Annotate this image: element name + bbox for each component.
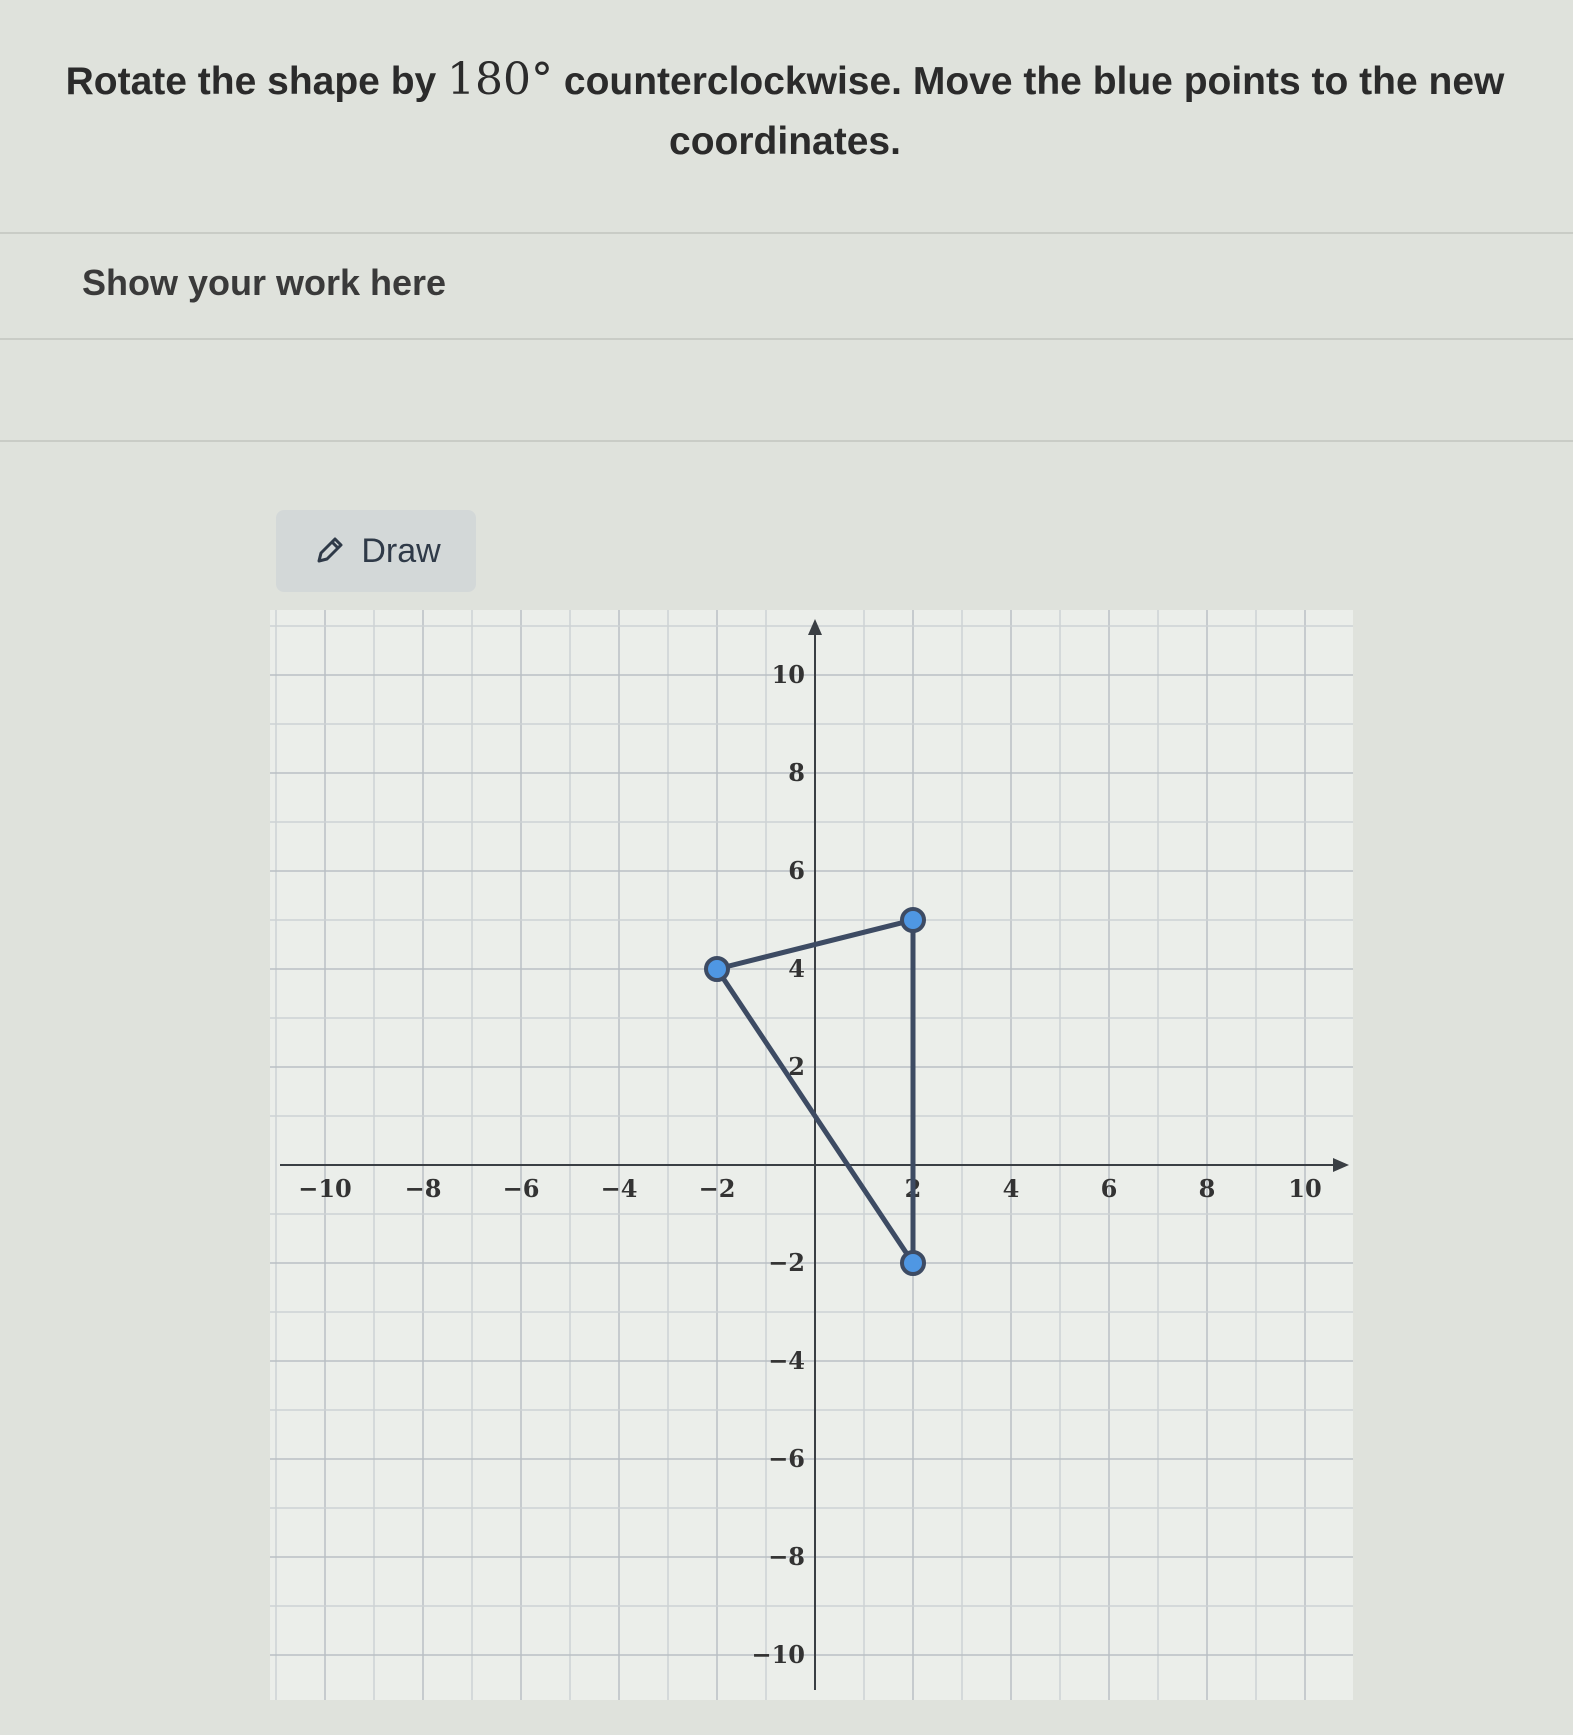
x-tick-label: 8 bbox=[1198, 1174, 1216, 1203]
rotation-degrees: 180° bbox=[447, 54, 554, 105]
y-tick-label: 10 bbox=[771, 660, 805, 689]
work-label: Show your work here bbox=[82, 262, 447, 303]
y-tick-label: −6 bbox=[768, 1444, 805, 1473]
y-tick-label: −10 bbox=[751, 1640, 805, 1669]
x-tick-label: −6 bbox=[502, 1174, 540, 1203]
y-tick-label: 8 bbox=[788, 758, 805, 787]
draggable-point[interactable] bbox=[902, 909, 924, 931]
y-tick-label: 2 bbox=[788, 1052, 805, 1081]
question-text-start: Rotate the shape by bbox=[65, 60, 437, 103]
x-tick-label: 2 bbox=[904, 1174, 922, 1203]
draw-label: Draw bbox=[361, 531, 441, 570]
x-tick-label: −8 bbox=[404, 1174, 442, 1203]
y-tick-label: 4 bbox=[788, 954, 805, 983]
x-tick-label: −4 bbox=[600, 1174, 638, 1203]
y-tick-label: 6 bbox=[788, 856, 805, 885]
x-tick-label: −10 bbox=[298, 1174, 352, 1203]
draggable-point[interactable] bbox=[902, 1252, 924, 1274]
x-tick-label: 4 bbox=[1002, 1174, 1020, 1203]
x-tick-label: 6 bbox=[1100, 1174, 1118, 1203]
draggable-point[interactable] bbox=[706, 958, 728, 980]
y-tick-label: −2 bbox=[768, 1248, 805, 1277]
x-tick-label: 10 bbox=[1288, 1174, 1322, 1203]
x-tick-label: −2 bbox=[698, 1174, 736, 1203]
y-tick-label: −8 bbox=[768, 1542, 805, 1571]
y-tick-label: −4 bbox=[768, 1346, 805, 1375]
question-text-end: counterclockwise. Move the blue points to the new coordinates. bbox=[563, 60, 1505, 163]
